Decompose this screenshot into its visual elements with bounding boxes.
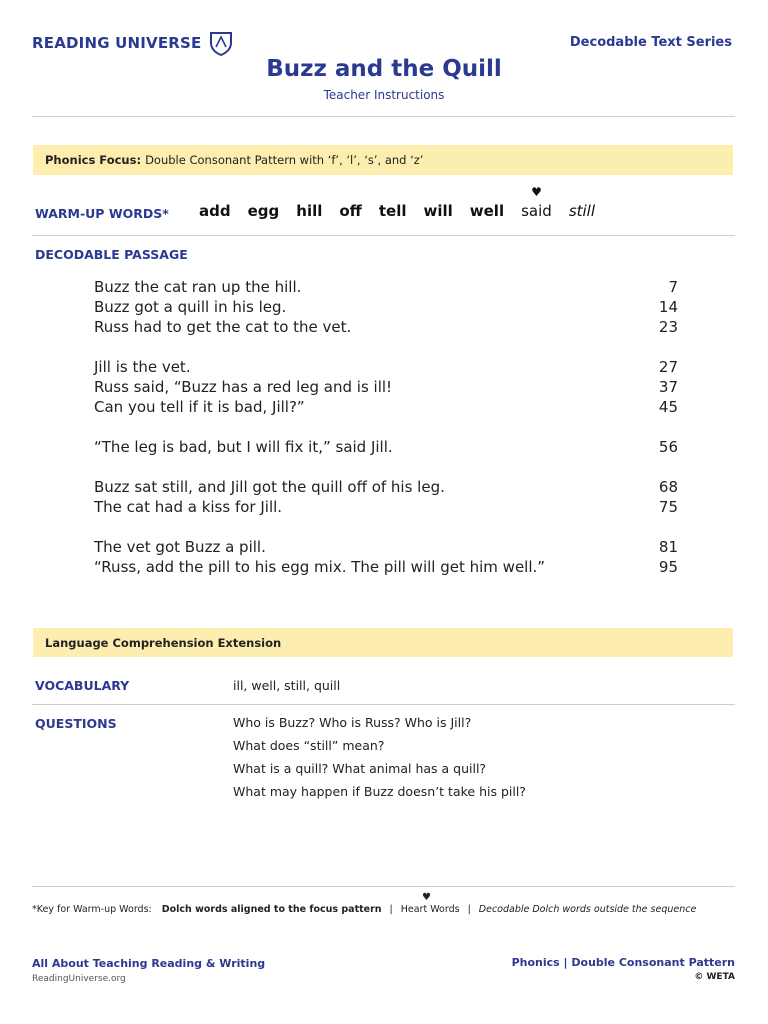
logo-text: READING UNIVERSE (32, 34, 202, 52)
series-label: Decodable Text Series (569, 35, 732, 50)
passage-line (94, 497, 678, 517)
passage-line-text: Buzz got a quill in his leg. (94, 298, 287, 316)
warmup-divider (32, 235, 735, 236)
word-count: 23 (658, 318, 678, 336)
heart-word (521, 185, 552, 220)
aft-shield-icon (208, 30, 234, 56)
key-divider (32, 886, 735, 887)
passage-line-text: Buzz the cat ran up the hill. (94, 278, 302, 296)
questions-list (233, 713, 526, 805)
questions-label: QUESTIONS (35, 716, 117, 731)
passage-line-text: Russ had to get the cat to the vet. (94, 318, 352, 336)
passage-line (94, 277, 678, 297)
warmup-word: egg (247, 202, 280, 220)
comprehension-bar (33, 628, 733, 657)
warmup-word: will (423, 202, 453, 220)
phonics-focus-label: Phonics Focus: (45, 153, 142, 167)
word-count: 56 (658, 438, 678, 456)
key-prefix: *Key for Warm-up Words: (32, 904, 152, 915)
key-separator: | (389, 904, 393, 915)
passage-line-text: The vet got Buzz a pill. (94, 538, 266, 556)
passage-line-text: “The leg is bad, but I will fix it,” said Jill. (94, 438, 393, 456)
question-item: What is a quill? What animal has a quill? (233, 761, 487, 776)
warmup-words (199, 185, 596, 220)
word-count: 75 (658, 498, 678, 516)
passage-line (94, 557, 678, 577)
word-count: 7 (668, 278, 678, 296)
key-heart: Heart Words (400, 904, 460, 915)
word-count: 68 (658, 478, 678, 496)
vocabulary-label: VOCABULARY (35, 678, 130, 693)
word-count: 27 (658, 358, 678, 376)
passage-line-text: Buzz sat still, and Jill got the quill off of his leg. (94, 478, 445, 496)
key-dolch: Dolch words aligned to the focus pattern (161, 904, 382, 915)
passage-line (94, 397, 678, 417)
word-count: 81 (658, 538, 678, 556)
passage-line (94, 317, 678, 337)
passage-line-text: Russ said, “Buzz has a red leg and is ill! (94, 378, 393, 396)
passage-stanza (94, 437, 678, 457)
warmup-word: tell (378, 202, 407, 220)
key-italic: Decodable Dolch words outside the sequence (478, 904, 697, 915)
warmup-word: add (199, 202, 231, 220)
decodable-dolch-word: still (568, 202, 596, 220)
question-item: Who is Buzz? Who is Russ? Who is Jill? (233, 715, 472, 730)
passage-line (94, 477, 678, 497)
passage-stanza (94, 277, 678, 337)
key-heart-icon: ♥ (422, 892, 431, 903)
vocabulary-divider (32, 704, 735, 705)
passage-line (94, 377, 678, 397)
passage-line-text: “Russ, add the pill to his egg mix. The pill will get him well.” (94, 558, 546, 576)
footer-copyright: © WETA (694, 972, 735, 982)
footer-url: ReadingUniverse.org (32, 974, 126, 984)
decodable-passage (94, 277, 678, 597)
phonics-focus-bar (33, 145, 733, 175)
vocabulary-words: ill, well, still, quill (233, 678, 341, 693)
word-count: 45 (658, 398, 678, 416)
passage-heading: DECODABLE PASSAGE (35, 247, 188, 262)
passage-stanza (94, 357, 678, 417)
key-separator: | (467, 904, 471, 915)
passage-stanza (94, 477, 678, 517)
phonics-focus-text: Double Consonant Pattern with ‘f’, ‘l’, ‘s’, and ‘z’ (145, 153, 424, 167)
page-title: Buzz and the Quill (266, 56, 502, 82)
warmup-word: off (339, 202, 362, 220)
warmup-word: hill (296, 202, 323, 220)
passage-line-text: The cat had a kiss for Jill. (94, 498, 283, 516)
page-subtitle: Teacher Instructions (323, 88, 445, 102)
passage-line-text: Can you tell if it is bad, Jill?” (94, 398, 305, 416)
passage-line (94, 357, 678, 377)
comprehension-label: Language Comprehension Extension (45, 635, 282, 650)
warmup-label: WARM-UP WORDS* (35, 206, 169, 221)
header-divider (32, 116, 735, 117)
footer-topic: Phonics | Double Consonant Pattern (511, 956, 735, 969)
warmup-key (32, 904, 696, 915)
passage-line (94, 297, 678, 317)
heart-word-text: said (521, 202, 552, 220)
question-item: What does “still” mean? (233, 738, 385, 753)
heart-icon: ♥ (531, 185, 542, 199)
passage-line (94, 437, 678, 457)
warmup-word: well (469, 202, 505, 220)
word-count: 37 (658, 378, 678, 396)
passage-line (94, 537, 678, 557)
word-count: 14 (658, 298, 678, 316)
passage-stanza (94, 537, 678, 577)
footer-tagline: All About Teaching Reading & Writing (32, 957, 266, 970)
word-count: 95 (658, 558, 678, 576)
logo (32, 30, 234, 56)
passage-line-text: Jill is the vet. (94, 358, 191, 376)
question-item: What may happen if Buzz doesn’t take his pill? (233, 784, 526, 799)
